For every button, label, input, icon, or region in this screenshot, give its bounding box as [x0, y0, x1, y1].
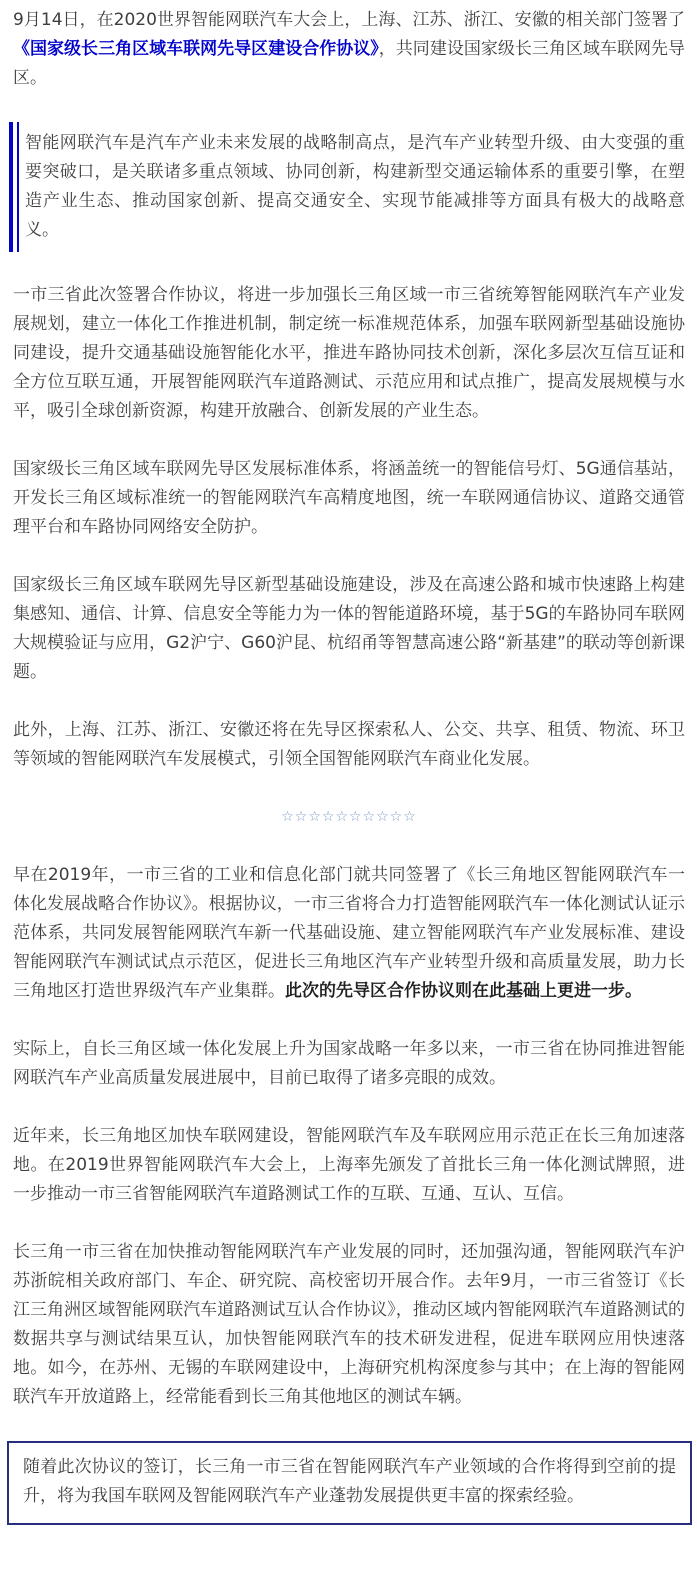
paragraph-regional-collaboration: 长三角一市三省在加快推动智能网联汽车产业发展的同时，还加强沟通，智能网联汽车沪苏浙皖相关政府部门、车企、研究院、高校密切开展合作。去年9月，一市三省签订《长江三角洲区域智能网联汽车道路测试互认合作协议》，推动区域内智能网联汽车道路测试的数据共享与测试结果互认，加快智能网联汽车的技术研发进程，促进车联网应用快速落地。如今，在苏州、无锡的车联网建设中，上海研究机构深度参与其中；在上海的智能网联汽车开放道路上，经常能看到长三角其他地区的测试车辆。	[13, 1242, 685, 1407]
paragraph-intro	[13, 6, 685, 93]
paragraph-infrastructure: 国家级长三角区域车联网先导区新型基础设施建设，涉及在高速公路和城市快速路上构建集感知、通信、计算、信息安全等能力为一体的智能道路环境，基于5G的车路协同车联网大规模验证与应用，G2沪宁、G60沪昆、杭绍甬等智慧高速公路“新基建”的联动等创新课题。	[13, 575, 685, 682]
paragraph-cooperation-plan: 一市三省此次签署合作协议，将进一步加强长三角区域一市三省统筹智能网联汽车产业发展规划，建立一体化工作推进机制，制定统一标准规范体系，加强车联网新型基础设施协同建设，提升交通基础设施智能化水平，推进车路协同技术创新，深化多层次互信互证和全方位互联互通，开展智能网联汽车道路测试、示范应用和试点推广，提高发展规模与水平，吸引全球创新资源，构建开放融合、创新发展的产业生态。	[13, 285, 685, 421]
paragraph-progress-results: 实际上，自长三角区域一体化发展上升为国家战略一年多以来，一市三省在协同推进智能网联汽车产业高质量发展进展中，目前已取得了诸多亮眼的成效。	[13, 1039, 685, 1088]
intro-text-pre: 9月14日，在2020世界智能网联汽车大会上，上海、江苏、浙江、安徽的相关部门签署了	[13, 10, 685, 30]
paragraph-standards-system: 国家级长三角区域车联网先导区发展标准体系，将涵盖统一的智能信号灯、5G通信基站，开发长三角区域标准统一的智能网联汽车高精度地图，统一车联网通信协议、道路交通管理平台和车路协同网络安全防护。	[13, 459, 685, 537]
paragraph-exploration-modes: 此外，上海、江苏、浙江、安徽还将在先导区探索私人、公交、共享、租赁、物流、环卫等领域的智能网联汽车发展模式，引领全国智能网联汽车商业化发展。	[13, 720, 685, 769]
history-bold-emphasis: 此次的先导区合作协议则在此基础上更进一步。	[285, 981, 642, 1001]
highlight-quote-block	[9, 122, 685, 252]
conclusion-callout-box	[7, 1441, 692, 1525]
paragraph-2019-history	[13, 861, 685, 1006]
paragraph-recent-years: 近年来，长三角地区加快车联网建设，智能网联汽车及车联网应用示范正在长三角加速落地。在2019世界智能网联汽车大会上，上海率先颁发了首批长三角一体化测试牌照，进一步推动一市三省智能网联汽车道路测试工作的互联、互通、互认、互信。	[13, 1126, 685, 1204]
history-text: 早在2019年，一市三省的工业和信息化部门就共同签署了《长三角地区智能网联汽车一体化发展战略合作协议》。根据协议，一市三省将合力打造智能网联汽车一体化测试认证示范体系，共同发展智能网联汽车新一代基础设施、建立智能网联汽车产业发展标准、建设智能网联汽车测试试点示范区，促进长三角地区汽车产业转型升级和高质量发展，助力长三角地区打造世界级汽车产业集群。	[13, 865, 685, 1001]
agreement-title-emphasis: 《国家级长三角区域车联网先导区建设合作协议》	[13, 39, 379, 59]
quote-text: 智能网联汽车是汽车产业未来发展的战略制高点，是汽车产业转型升级、由大变强的重要突破口，是关联诸多重点领域、协同创新，构建新型交通运输体系的重要引擎，在塑造产业生态、推动国家创新、提高交通安全、实现节能减排等方面具有极大的战略意义。	[17, 122, 685, 252]
callout-text: 随着此次协议的签订，长三角一市三省在智能网联汽车产业领域的合作将得到空前的提升，将为我国车联网及智能网联汽车产业蓬勃发展提供更丰富的探索经验。	[23, 1457, 676, 1506]
star-divider: ☆☆☆☆☆☆☆☆☆☆	[281, 809, 417, 825]
intro-text-post: ，共同建设国家级长三角区域车联网先导区。	[13, 39, 685, 88]
